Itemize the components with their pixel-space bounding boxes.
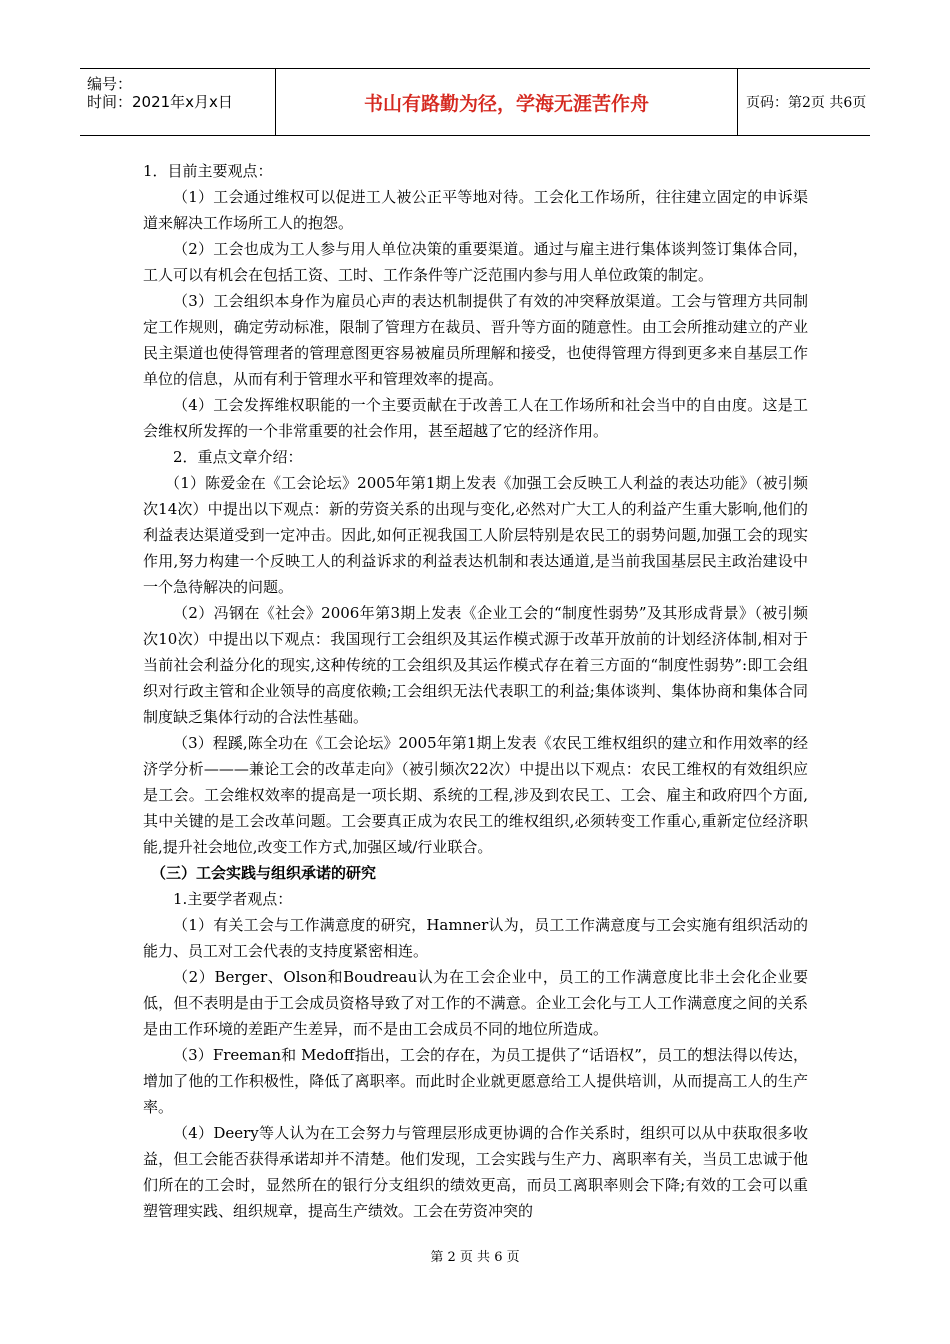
paragraph: （2）工会也成为工人参与用人单位决策的重要渠道。通过与雇主进行集体谈判签订集体合同，工人可以有机会在包括工资、工时、工作条件等广泛范围内参与用人单位政策的制定。 <box>143 240 808 284</box>
paragraph: 1.主要学者观点： <box>173 890 293 908</box>
document-time-label: 时间：2021年x月x日 <box>87 93 233 111</box>
document-number-label: 编号： <box>87 75 133 93</box>
paragraph: （1）陈爱金在《工会论坛》2005年第1期上发表《加强工会反映工人利益的表达功能》（被引频次14次）中提出以下观点：新的劳资关系的出现与变化,必然对广大工人的利益产生重大影响,他们的利益表达渠道受到一定冲击。因此,如何正视我国工人阶层特别是农民工的弱势问题,加强工会的现实作用,努力构建一个反映工人的利益诉求的利益表达机制和表达通道,是当前我国基层民主政治建设中一个急待解决的问题。 <box>143 474 808 596</box>
paragraph: （3）Freeman和 Medoff指出，工会的存在，为员工提供了“话语权”，员工的想法得以传达，增加了他的工作积极性，降低了离职率。而此时企业就更愿意给工人提供培训，从而提高工人的生产率。 <box>143 1046 808 1116</box>
paragraph: （2）Berger、Olson和Boudreau认为在工会企业中，员工的工作满意度比非土会化企业要低，但不表明是由于工会成员资格导致了对工作的不满意。企业工会化与工人工作满意度之间的关系是由工作环境的差距产生差异，而不是由工会成员不同的地位所造成。 <box>143 968 808 1038</box>
paragraph: （1）有关工会与工作满意度的研究，Hamner认为，员工工作满意度与工会实施有组织活动的能力、员工对工会代表的支持度紧密相连。 <box>143 916 808 960</box>
paragraph: （1）工会通过维权可以促进工人被公正平等地对待。工会化工作场所，往往建立固定的申诉渠道来解决工作场所工人的抱怨。 <box>143 188 808 232</box>
paragraph: （3）程蹊,陈全功在《工会论坛》2005年第1期上发表《农民工维权组织的建立和作用效率的经济学分析———兼论工会的改革走向》（被引频次22次）中提出以下观点：农民工维权的有效组织应是工会。工会维权效率的提高是一项长期、系统的工程,涉及到农民工、工会、雇主和政府四个方面,其中关键的是工会改革问题。工会要真正成为农民工的维权组织,必须转变工作重心,重新定位经济职能,提升社会地位,改变工作方式,加强区域/行业联合。 <box>143 734 808 856</box>
page-header <box>80 68 870 136</box>
page-footer: 第 2 页 共 6 页 <box>430 1250 520 1265</box>
paragraph: 2．重点文章介绍： <box>173 448 303 466</box>
header-meta <box>80 69 276 135</box>
paragraph: （4）工会发挥维权职能的一个主要贡献在于改善工人在工作场所和社会当中的自由度。这是工会维权所发挥的一个非常重要的社会作用，甚至超越了它的经济作用。 <box>143 396 808 440</box>
paragraph: （2）冯钢在《社会》2006年第3期上发表《企业工会的“制度性弱势”及其形成背景》（被引频次10次）中提出以下观点：我国现行工会组织及其运作模式源于改革开放前的计划经济体制,相对于当前社会利益分化的现实,这种传统的工会组织及其运作模式存在着三方面的“制度性弱势”:即工会组织对行政主管和企业领导的高度依赖;工会组织无法代表职工的利益;集体谈判、集体协商和集体合同制度缺乏集体行动的合法性基础。 <box>143 604 808 726</box>
paragraph: （3）工会组织本身作为雇员心声的表达机制提供了有效的冲突释放渠道。工会与管理方共同制定工作规则，确定劳动标准，限制了管理方在裁员、晋升等方面的随意性。由工会所推动建立的产业民主渠道也使得管理者的管理意图更容易被雇员所理解和接受，也使得管理方得到更多来自基层工作单位的信息，从而有利于管理水平和管理效率的提高。 <box>143 292 808 388</box>
subheading: 1．目前主要观点： <box>143 162 273 180</box>
header-motto: 书山有路勤为径，学海无涯苦作舟 <box>276 69 738 135</box>
header-page-info: 页码：第2页 共6页 <box>746 95 867 111</box>
document-body <box>143 158 808 1224</box>
section-heading: （三）工会实践与组织承诺的研究 <box>151 864 377 882</box>
paragraph: （4）Deery等人认为在工会努力与管理层形成更协调的合作关系时，组织可以从中获取很多收益，但工会能否获得承诺却并不清楚。他们发现，工会实践与生产力、离职率有关，当员工忠诚于他们所在的工会时，显然所在的银行分支组织的绩效更高，而员工离职率则会下降;有效的工会可以重塑管理实践、组织规章，提高生产绩效。工会在劳资冲突的 <box>143 1124 808 1220</box>
